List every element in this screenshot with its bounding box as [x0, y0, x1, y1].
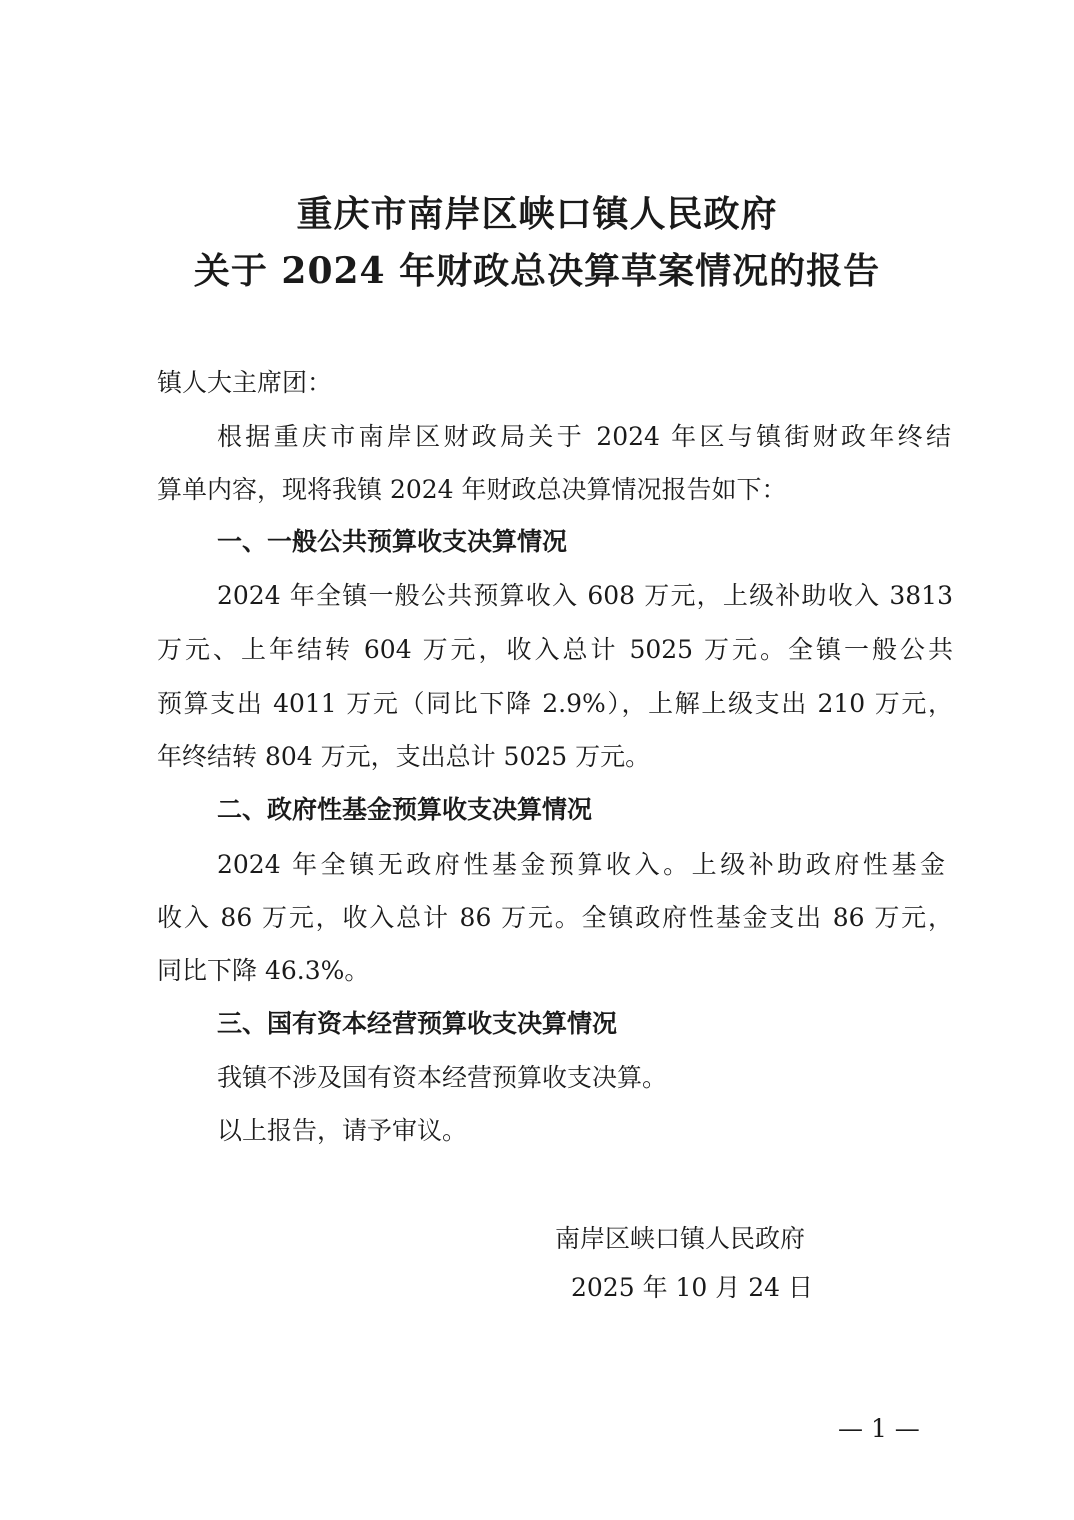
section1-line-2: 万元、上年结转 604 万元，收入总计 5025 万元。全镇一般公共 [157, 635, 953, 664]
section3-line-1: 我镇不涉及国有资本经营预算收支决算。 [217, 1063, 668, 1092]
section-heading-2: 二、政府性基金预算收支决算情况 [217, 795, 593, 824]
document-title-line-2: 关于 2024 年财政总决算草案情况的报告 [193, 250, 881, 292]
section1-line-4: 年终结转 804 万元，支出总计 5025 万元。 [157, 742, 651, 771]
section1-line-3: 预算支出 4011 万元（同比下降 2.9%），上解上级支出 210 万元， [157, 689, 953, 718]
signature-date: 2025 年 10 月 24 日 [571, 1273, 813, 1302]
document-title-line-1: 重庆市南岸区峡口镇人民政府 [296, 193, 778, 235]
signature-org: 南岸区峡口镇人民政府 [555, 1224, 806, 1253]
intro-line-2: 算单内容，现将我镇 2024 年财政总决算情况报告如下： [157, 475, 787, 504]
closing-line: 以上报告，请予审议。 [217, 1116, 468, 1145]
section1-line-1: 2024 年全镇一般公共预算收入 608 万元，上级补助收入 3813 [217, 581, 953, 610]
intro-line-1: 根据重庆市南岸区财政局关于 2024 年区与镇街财政年终结 [217, 422, 951, 451]
section2-line-2: 收入 86 万元，收入总计 86 万元。全镇政府性基金支出 86 万元， [157, 903, 953, 932]
page-number: — 1 — [838, 1414, 920, 1443]
section2-line-3: 同比下降 46.3%。 [157, 956, 370, 985]
section-heading-1: 一、一般公共预算收支决算情况 [217, 527, 568, 556]
salutation: 镇人大主席团： [157, 368, 333, 397]
section-heading-3: 三、国有资本经营预算收支决算情况 [217, 1009, 618, 1038]
section2-line-1: 2024 年全镇无政府性基金预算收入。上级补助政府性基金 [217, 850, 945, 879]
